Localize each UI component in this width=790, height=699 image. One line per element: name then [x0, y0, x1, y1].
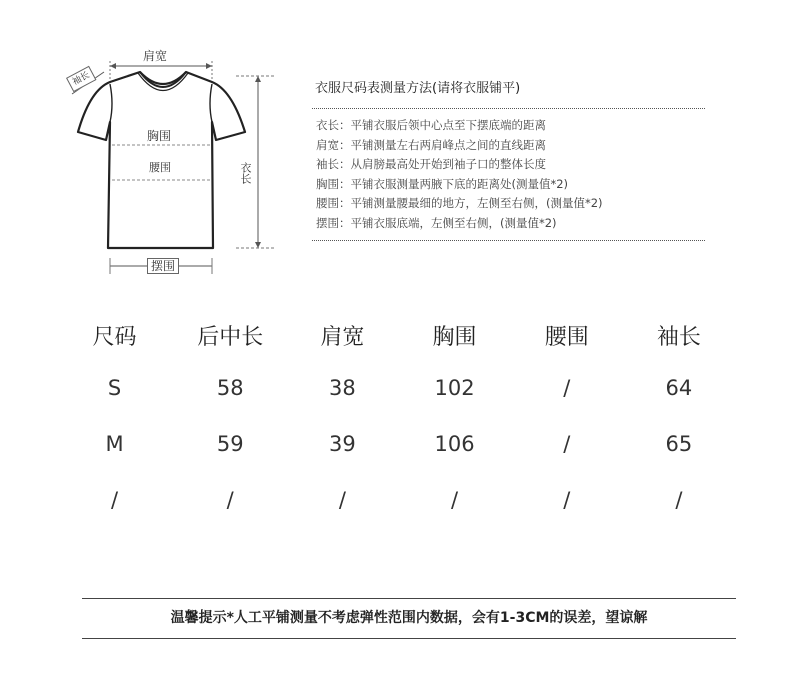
method-row-length: 衣长：平铺衣服后领中心点至下摆底端的距离: [316, 118, 546, 132]
table-cell: 64: [665, 376, 693, 400]
header-cell: 腰围: [544, 324, 589, 350]
measurement-method: [312, 80, 705, 241]
dotted-divider: [312, 240, 705, 241]
header-cell: 后中长: [197, 324, 264, 350]
method-row-waist: 腰围：平铺测量腰最细的地方，左侧至右侧，(测量值*2): [316, 196, 603, 211]
table-row: [55, 360, 735, 416]
method-row-sleeve: 袖长：从肩膀最高处开始到袖子口的整体长度: [316, 157, 546, 172]
table-cell: 39: [329, 432, 356, 456]
table-row: [55, 416, 735, 472]
table-cell: /: [451, 488, 459, 512]
header-cell: 胸围: [432, 324, 477, 350]
shoulder-label: 肩宽: [143, 49, 168, 63]
header-cell: 尺码: [92, 324, 137, 350]
header-cell: 袖长: [656, 324, 701, 350]
hem-label: 摆围: [147, 258, 179, 274]
table-cell: S: [107, 376, 122, 400]
length-label: 衣长: [239, 162, 252, 184]
chest-label: 胸围: [147, 129, 172, 143]
method-row-shoulder: 肩宽：平铺测量左右两肩峰点之间的直线距离: [316, 137, 546, 152]
table-cell: 38: [329, 376, 356, 400]
method-row-chest: 胸围：平铺衣服测量两腋下底的距离处(测量值*2): [316, 176, 569, 191]
table-cell: 58: [216, 376, 244, 400]
table-cell: /: [338, 488, 346, 512]
table-cell: 106: [434, 432, 475, 456]
sleeve-label: 袖长: [66, 66, 96, 92]
note-divider-bottom: [82, 638, 736, 639]
table-cell: /: [563, 488, 571, 512]
table-cell: M: [105, 432, 124, 456]
method-title: 衣服尺码表测量方法(请将衣服铺平): [315, 81, 521, 96]
tshirt-diagram: [0, 0, 300, 290]
table-header-row: [55, 310, 735, 360]
table-row: [55, 472, 735, 528]
method-row-hem: 摆围：平铺衣服底端，左侧至右侧，(测量值*2): [316, 215, 557, 230]
note-divider-top: [82, 598, 736, 599]
method-list: [312, 109, 705, 240]
waist-label: 腰围: [149, 161, 171, 174]
table-cell: /: [226, 488, 234, 512]
table-cell: 102: [434, 376, 475, 400]
table-cell: /: [563, 376, 571, 400]
table-cell: /: [111, 488, 119, 512]
header-cell: 肩宽: [320, 324, 365, 350]
size-table: [55, 310, 735, 528]
table-cell: 65: [665, 432, 693, 456]
table-cell: 59: [216, 432, 244, 456]
tshirt-outline-graphic: [0, 0, 300, 290]
table-cell: /: [563, 432, 571, 456]
tip-note: 温馨提示*人工平铺测量不考虑弹性范围内数据，会有1-3CM的误差，望谅解: [170, 610, 648, 626]
table-cell: /: [675, 488, 683, 512]
